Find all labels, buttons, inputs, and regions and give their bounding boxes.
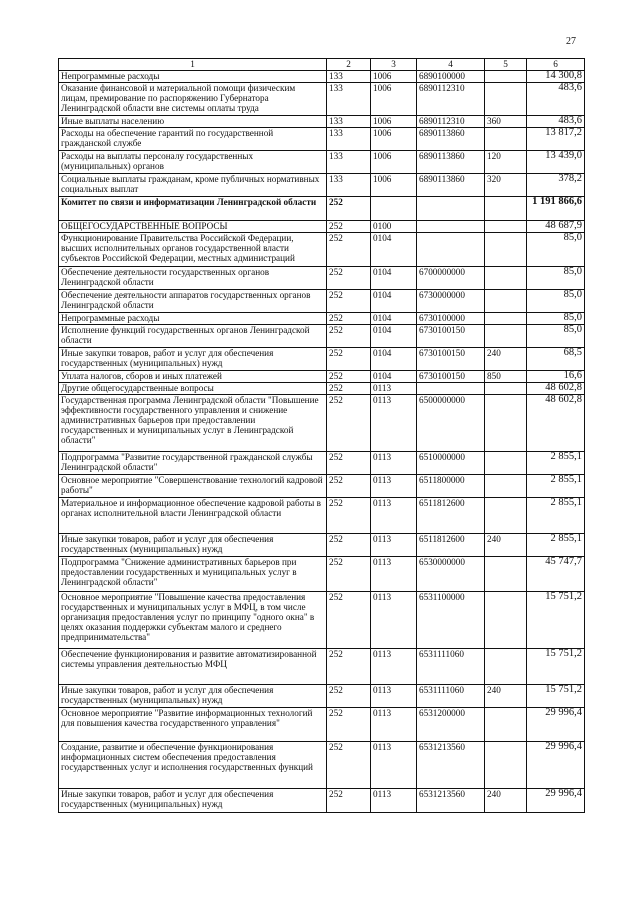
row-target-code-cell: 6531213560	[417, 742, 485, 789]
row-target-code-cell: 6890112310	[417, 83, 485, 116]
row-admin-code-cell: 252	[327, 789, 371, 813]
row-target-code-cell	[417, 383, 485, 395]
row-admin-code-cell: 252	[327, 498, 371, 534]
row-admin-code-cell: 252	[327, 742, 371, 789]
row-admin-code-cell: 252	[327, 348, 371, 371]
table-row	[59, 685, 585, 708]
table-row	[59, 128, 585, 151]
row-section-code-cell: 0113	[371, 685, 417, 708]
row-target-code-cell: 6890112310	[417, 116, 485, 128]
row-target-code-cell	[417, 197, 485, 221]
table-row	[59, 116, 585, 128]
row-target-code-cell: 6730100150	[417, 371, 485, 383]
row-name-cell: Подпрограмма "Снижение административных барьеров при предоставлении государственных и муниципальных услуг в Ленинградской области"	[59, 557, 327, 592]
row-amount-cell: 13 439,0	[527, 151, 585, 174]
row-name-cell: Функционирование Правительства Российской Федерации, высших исполнительных органов государственной власти субъектов Российской Федерации, местных администраций	[59, 233, 327, 267]
table-row	[59, 325, 585, 348]
row-target-code-cell: 6700000000	[417, 267, 485, 290]
row-name-cell: Материальное и информационное обеспечение кадровой работы в органах исполнительной власти Ленинградской области	[59, 498, 327, 534]
row-type-code-cell: 120	[485, 151, 527, 174]
row-type-code-cell	[485, 83, 527, 116]
row-name-cell: Иные закупки товаров, работ и услуг для обеспечения государственных (муниципальных) нужд	[59, 789, 327, 813]
row-section-code-cell: 0113	[371, 498, 417, 534]
row-amount-cell: 14 300,8	[527, 71, 585, 83]
row-name-cell: Иные закупки товаров, работ и услуг для обеспечения государственных (муниципальных) нужд	[59, 534, 327, 557]
row-amount-cell: 378,2	[527, 174, 585, 197]
row-amount-cell: 15 751,2	[527, 685, 585, 708]
row-name-cell: Оказание финансовой и материальной помощи физическим лицам, премирование по распоряжению Губернатора Ленинградской области вне системы оплаты труда	[59, 83, 327, 116]
row-amount-cell: 16,6	[527, 371, 585, 383]
row-section-code-cell: 1006	[371, 174, 417, 197]
row-name-cell: Непрограммные расходы	[59, 313, 327, 325]
row-amount-cell: 2 855,1	[527, 498, 585, 534]
table-row	[59, 708, 585, 742]
table-row	[59, 395, 585, 452]
row-amount-cell: 15 751,2	[527, 592, 585, 649]
row-amount-cell: 13 817,2	[527, 128, 585, 151]
row-amount-cell: 85,0	[527, 325, 585, 348]
table-row	[59, 174, 585, 197]
table-body	[59, 71, 585, 813]
table-row	[59, 197, 585, 221]
row-target-code-cell: 6730000000	[417, 290, 485, 313]
column-header: 1	[59, 59, 327, 71]
row-target-code-cell: 6531111060	[417, 649, 485, 685]
table-row	[59, 498, 585, 534]
row-type-code-cell	[485, 452, 527, 475]
row-name-cell: Комитет по связи и информатизации Ленинградской области	[59, 197, 327, 221]
row-name-cell: Другие общегосударственные вопросы	[59, 383, 327, 395]
row-admin-code-cell: 252	[327, 267, 371, 290]
row-name-cell: Основное мероприятие "Совершенствование технологий кадровой работы"	[59, 475, 327, 498]
row-section-code-cell: 0113	[371, 383, 417, 395]
row-name-cell: Основное мероприятие "Развитие информационных технологий для повышения качества государственного управления"	[59, 708, 327, 742]
row-admin-code-cell: 252	[327, 708, 371, 742]
row-admin-code-cell: 133	[327, 71, 371, 83]
row-amount-cell: 85,0	[527, 233, 585, 267]
row-amount-cell: 48 602,8	[527, 395, 585, 452]
row-name-cell: Государственная программа Ленинградской области "Повышение эффективности государственного управления и снижение административных барьеров при предоставлении государственных и муниципальных услуг в Ленинградской области"	[59, 395, 327, 452]
column-header: 5	[485, 59, 527, 71]
row-admin-code-cell: 133	[327, 151, 371, 174]
table-row	[59, 290, 585, 313]
row-type-code-cell	[485, 128, 527, 151]
row-name-cell: Иные выплаты населению	[59, 116, 327, 128]
row-admin-code-cell: 252	[327, 325, 371, 348]
row-name-cell: Подпрограмма "Развитие государственной гражданской службы Ленинградской области"	[59, 452, 327, 475]
row-admin-code-cell: 133	[327, 174, 371, 197]
row-amount-cell: 29 996,4	[527, 708, 585, 742]
row-section-code-cell: 0113	[371, 395, 417, 452]
row-type-code-cell	[485, 742, 527, 789]
row-type-code-cell	[485, 592, 527, 649]
row-section-code-cell: 0104	[371, 290, 417, 313]
row-type-code-cell	[485, 557, 527, 592]
row-section-code-cell: 0113	[371, 592, 417, 649]
table-row	[59, 534, 585, 557]
table-row	[59, 267, 585, 290]
row-type-code-cell	[485, 325, 527, 348]
table-row	[59, 233, 585, 267]
row-name-cell: Непрограммные расходы	[59, 71, 327, 83]
row-amount-cell: 1 191 866,6	[527, 197, 585, 221]
row-admin-code-cell: 252	[327, 371, 371, 383]
row-type-code-cell	[485, 233, 527, 267]
row-admin-code-cell: 252	[327, 685, 371, 708]
row-type-code-cell	[485, 708, 527, 742]
row-amount-cell: 29 996,4	[527, 789, 585, 813]
row-admin-code-cell: 252	[327, 290, 371, 313]
row-target-code-cell: 6511800000	[417, 475, 485, 498]
table-row	[59, 221, 585, 233]
row-admin-code-cell: 252	[327, 233, 371, 267]
row-amount-cell: 2 855,1	[527, 475, 585, 498]
row-type-code-cell	[485, 649, 527, 685]
row-amount-cell: 85,0	[527, 267, 585, 290]
row-target-code-cell: 6890113860	[417, 128, 485, 151]
row-admin-code-cell: 133	[327, 83, 371, 116]
row-admin-code-cell: 252	[327, 557, 371, 592]
row-name-cell: Расходы на обеспечение гарантий по государственной гражданской службе	[59, 128, 327, 151]
row-type-code-cell	[485, 267, 527, 290]
row-section-code-cell: 0104	[371, 313, 417, 325]
column-header: 3	[371, 59, 417, 71]
row-target-code-cell	[417, 233, 485, 267]
table-row	[59, 83, 585, 116]
table-row	[59, 151, 585, 174]
row-section-code-cell: 0113	[371, 789, 417, 813]
row-target-code-cell	[417, 221, 485, 233]
row-target-code-cell: 6531100000	[417, 592, 485, 649]
row-type-code-cell: 360	[485, 116, 527, 128]
row-name-cell: Обеспечение функционирования и развитие автоматизированной системы управления деятельностью МФЦ	[59, 649, 327, 685]
row-section-code-cell: 0113	[371, 452, 417, 475]
row-section-code-cell	[371, 197, 417, 221]
table-row	[59, 383, 585, 395]
row-admin-code-cell: 252	[327, 592, 371, 649]
table-header-row	[59, 59, 585, 71]
row-admin-code-cell: 133	[327, 116, 371, 128]
row-type-code-cell: 320	[485, 174, 527, 197]
row-amount-cell: 2 855,1	[527, 534, 585, 557]
row-section-code-cell: 0104	[371, 233, 417, 267]
row-amount-cell: 15 751,2	[527, 649, 585, 685]
row-section-code-cell: 1006	[371, 83, 417, 116]
table-row	[59, 348, 585, 371]
row-admin-code-cell: 252	[327, 313, 371, 325]
row-type-code-cell: 850	[485, 371, 527, 383]
row-amount-cell: 85,0	[527, 290, 585, 313]
row-amount-cell: 483,6	[527, 83, 585, 116]
table-row	[59, 557, 585, 592]
row-target-code-cell: 6530000000	[417, 557, 485, 592]
table-row	[59, 71, 585, 83]
row-type-code-cell	[485, 313, 527, 325]
row-name-cell: Создание, развитие и обеспечение функционирования информационных систем обеспечения предоставления государственных услуг и исполнения государственных функций	[59, 742, 327, 789]
row-admin-code-cell: 252	[327, 221, 371, 233]
row-name-cell: Основное мероприятие "Повышение качества предоставления государственных и муниципальных услуг в МФЦ, в том числе организация предоставления услуг по принципу "одного окна" в целях оказания поддержки субъектам малого и среднего предпринимательства"	[59, 592, 327, 649]
row-name-cell: Исполнение функций государственных органов Ленинградской области	[59, 325, 327, 348]
row-target-code-cell: 6890113860	[417, 151, 485, 174]
row-type-code-cell: 240	[485, 534, 527, 557]
row-amount-cell: 68,5	[527, 348, 585, 371]
row-amount-cell: 85,0	[527, 313, 585, 325]
row-section-code-cell: 0100	[371, 221, 417, 233]
row-amount-cell: 48 687,9	[527, 221, 585, 233]
row-section-code-cell: 1006	[371, 128, 417, 151]
row-target-code-cell: 6730100150	[417, 348, 485, 371]
row-name-cell: Социальные выплаты гражданам, кроме публичных нормативных социальных выплат	[59, 174, 327, 197]
row-type-code-cell	[485, 498, 527, 534]
row-section-code-cell: 0113	[371, 708, 417, 742]
row-section-code-cell: 0113	[371, 649, 417, 685]
row-section-code-cell: 1006	[371, 71, 417, 83]
row-amount-cell: 483,6	[527, 116, 585, 128]
row-type-code-cell	[485, 395, 527, 452]
row-admin-code-cell: 133	[327, 128, 371, 151]
table-row	[59, 789, 585, 813]
table-row	[59, 313, 585, 325]
row-admin-code-cell: 252	[327, 395, 371, 452]
row-target-code-cell: 6531213560	[417, 789, 485, 813]
row-section-code-cell: 0113	[371, 557, 417, 592]
row-target-code-cell: 6531111060	[417, 685, 485, 708]
row-type-code-cell	[485, 197, 527, 221]
row-name-cell: Обеспечение деятельности государственных органов Ленинградской области	[59, 267, 327, 290]
row-type-code-cell	[485, 221, 527, 233]
row-admin-code-cell: 252	[327, 197, 371, 221]
row-type-code-cell	[485, 475, 527, 498]
row-name-cell: ОБЩЕГОСУДАРСТВЕННЫЕ ВОПРОСЫ	[59, 221, 327, 233]
column-header: 4	[417, 59, 485, 71]
row-amount-cell: 48 602,8	[527, 383, 585, 395]
row-admin-code-cell: 252	[327, 534, 371, 557]
row-type-code-cell	[485, 383, 527, 395]
row-target-code-cell: 6730100150	[417, 325, 485, 348]
row-type-code-cell: 240	[485, 348, 527, 371]
row-admin-code-cell: 252	[327, 475, 371, 498]
page-number: 27	[566, 36, 576, 47]
row-name-cell: Иные закупки товаров, работ и услуг для обеспечения государственных (муниципальных) нужд	[59, 348, 327, 371]
table-row	[59, 371, 585, 383]
row-section-code-cell: 1006	[371, 151, 417, 174]
row-name-cell: Иные закупки товаров, работ и услуг для обеспечения государственных (муниципальных) нужд	[59, 685, 327, 708]
table-row	[59, 649, 585, 685]
row-name-cell: Расходы на выплаты персоналу государственных (муниципальных) органов	[59, 151, 327, 174]
row-type-code-cell	[485, 290, 527, 313]
row-amount-cell: 45 747,7	[527, 557, 585, 592]
row-amount-cell: 29 996,4	[527, 742, 585, 789]
row-name-cell: Уплата налогов, сборов и иных платежей	[59, 371, 327, 383]
row-target-code-cell: 6730100000	[417, 313, 485, 325]
row-type-code-cell	[485, 71, 527, 83]
row-amount-cell: 2 855,1	[527, 452, 585, 475]
column-header: 6	[527, 59, 585, 71]
table-row	[59, 742, 585, 789]
table-row	[59, 475, 585, 498]
row-target-code-cell: 6890100000	[417, 71, 485, 83]
table-row	[59, 592, 585, 649]
row-section-code-cell: 0104	[371, 371, 417, 383]
row-name-cell: Обеспечение деятельности аппаратов государственных органов Ленинградской области	[59, 290, 327, 313]
row-type-code-cell: 240	[485, 685, 527, 708]
row-target-code-cell: 6890113860	[417, 174, 485, 197]
row-type-code-cell: 240	[485, 789, 527, 813]
row-section-code-cell: 0113	[371, 742, 417, 789]
row-target-code-cell: 6511812600	[417, 534, 485, 557]
row-admin-code-cell: 252	[327, 649, 371, 685]
column-header: 2	[327, 59, 371, 71]
budget-table	[58, 58, 585, 813]
row-section-code-cell: 0113	[371, 475, 417, 498]
row-section-code-cell: 0104	[371, 325, 417, 348]
row-section-code-cell: 0104	[371, 348, 417, 371]
table-row	[59, 452, 585, 475]
row-admin-code-cell: 252	[327, 452, 371, 475]
row-target-code-cell: 6511812600	[417, 498, 485, 534]
row-section-code-cell: 0113	[371, 534, 417, 557]
row-target-code-cell: 6510000000	[417, 452, 485, 475]
row-admin-code-cell: 252	[327, 383, 371, 395]
row-section-code-cell: 0104	[371, 267, 417, 290]
row-target-code-cell: 6500000000	[417, 395, 485, 452]
row-section-code-cell: 1006	[371, 116, 417, 128]
row-target-code-cell: 6531200000	[417, 708, 485, 742]
